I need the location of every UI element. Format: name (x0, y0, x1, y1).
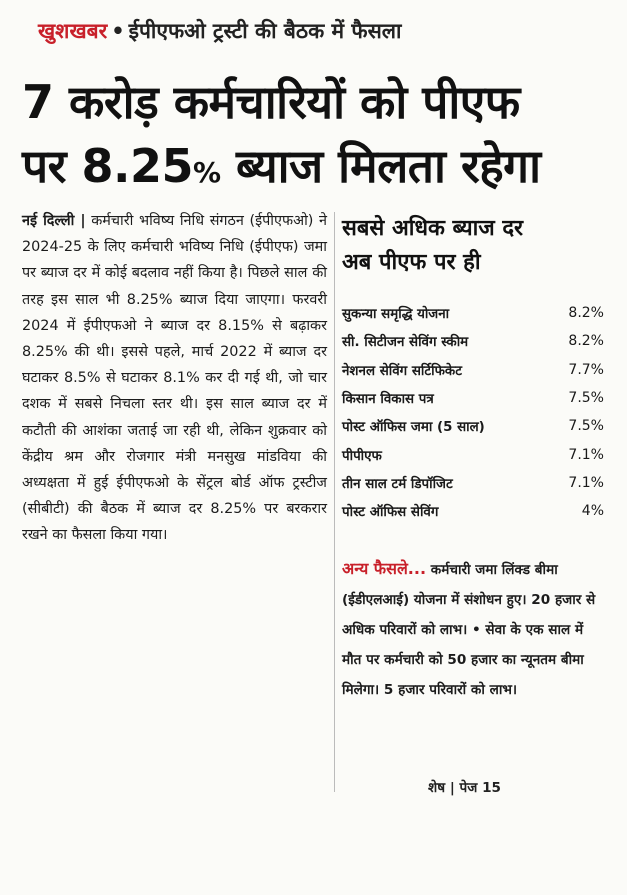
scheme-name: सुकन्या समृद्धि योजना (342, 307, 450, 323)
scheme-name: तीन साल टर्म डिपॉजिट (342, 476, 453, 492)
scheme-rate: 8.2% (568, 333, 604, 350)
scheme-name: सी. सिटीजन सेविंग स्कीम (342, 335, 469, 351)
article-body (22, 208, 327, 549)
scheme-name: पीपीएफ (342, 448, 382, 464)
rate-row (342, 412, 604, 440)
scheme-rate: 7.5% (568, 418, 604, 435)
interest-rate-list (342, 299, 604, 525)
sidebar-title (342, 212, 612, 280)
rate-row (342, 469, 604, 497)
kicker-tag: खुशखबर (38, 19, 108, 43)
other-decisions-text: कर्मचारी जमा लिंक्ड बीमा (ईडीएलआई) योजना में संशोधन हुए। 20 हजार से अधिक परिवारों को लाभ। • सेवा के एक साल में मौत पर कर्मचारी को 50 हजार का न्यूनतम बीमा मिलेगा। 5 हजार परिवारों को लाभ। (342, 562, 596, 698)
column-divider (334, 212, 335, 792)
headline-percent-sign: % (192, 156, 221, 189)
kicker-line (38, 14, 598, 48)
headline (22, 70, 612, 205)
rate-row (342, 299, 604, 327)
headline-line-2 (22, 134, 612, 205)
other-decisions (342, 554, 604, 705)
other-decisions-lead: अन्य फैसले... (342, 559, 427, 578)
headline-line-2-suffix: ब्याज मिलता रहेगा (220, 139, 541, 193)
scheme-rate: 7.5% (568, 390, 604, 407)
scheme-rate: 7.7% (568, 361, 604, 378)
scheme-name: नेशनल सेविंग सर्टिफिकेट (342, 363, 462, 379)
article-text: कर्मचारी भविष्य निधि संगठन (ईपीएफओ) ने 2024-25 के लिए कर्मचारी भविष्य निधि (ईपीएफ) जमा पर ब्याज दर में कोई बदलाव नहीं किया है। पिछले साल की तरह इस साल भी 8.25% ब्याज दिया जाएगा। फरवरी 2024 में ईपीएफओ ने ब्याज दर 8.15% से बढ़ाकर 8.25% की थी। इससे पहले, मार्च 2022 में ब्याज दर घटाकर 8.5% से घटाकर 8.1% कर दी गई थी, जो चार दशक में सबसे निचला स्तर थी। इस साल ब्याज दर में कटौती की आशंका जताई जा रही थी, लेकिन शुक्रवार को केंद्रीय श्रम और रोजगार मंत्री मनसुख मांडविया की अध्यक्षता में हुई ईपीएफओ के सेंट्रल बोर्ड ऑफ ट्रस्टीज (सीबीटी) की बैठक में ब्याज दर 8.25% पर बरकरार रखने का फैसला किया गया। (22, 213, 327, 544)
scheme-rate: 7.1% (568, 446, 604, 463)
kicker-separator: • (111, 19, 125, 43)
headline-line-2-prefix: पर 8.25 (22, 139, 193, 193)
rate-row (342, 356, 604, 384)
rate-row (342, 327, 604, 355)
scheme-rate: 8.2% (568, 305, 604, 322)
continued-on-page: शेष | पेज 15 (428, 780, 501, 796)
scheme-rate: 7.1% (568, 474, 604, 491)
article-dateline: नई दिल्ली | (22, 213, 86, 229)
scheme-rate: 4% (581, 503, 604, 520)
scheme-name: पोस्ट ऑफिस सेविंग (342, 505, 439, 521)
kicker-text: ईपीएफओ ट्रस्टी की बैठक में फैसला (128, 19, 402, 43)
headline-line-1: 7 करोड़ कर्मचारियों को पीएफ (22, 75, 520, 129)
rate-row (342, 384, 604, 412)
scheme-name: किसान विकास पत्र (342, 392, 434, 408)
scheme-name: पोस्ट ऑफिस जमा (5 साल) (342, 420, 485, 436)
sidebar-title-line-2: अब पीएफ पर ही (342, 250, 481, 275)
rate-row (342, 497, 604, 525)
rate-row (342, 440, 604, 468)
sidebar-title-line-1: सबसे अधिक ब्याज दर (342, 216, 524, 241)
